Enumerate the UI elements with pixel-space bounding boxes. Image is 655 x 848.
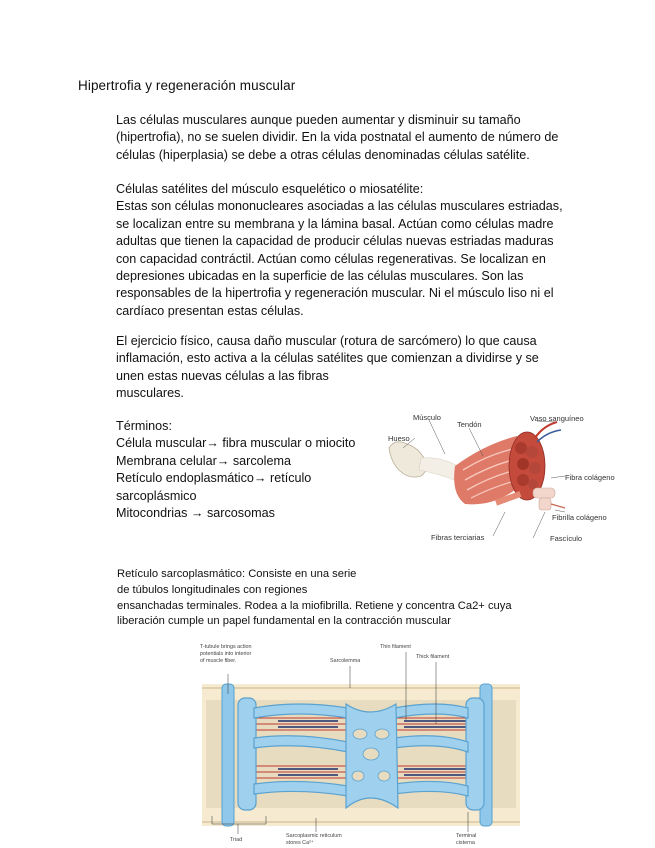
label-ttubule-3: of muscle fiber. [200,658,237,664]
label-fibras-terciarias: Fibras terciarias [431,533,485,542]
text-line: responsables de la hipertrofia y regeneración muscular. Ni el músculo liso ni el [116,286,554,301]
label-triad: Triad [230,837,243,843]
label-terminal-1: Terminal [456,833,477,839]
label-thin-filament: Thin filament [380,644,411,650]
text-line: liberación cumple un papel fundamental en la contracción muscular [117,615,451,628]
text-line: inflamación, esto activa a la células satélites que comienzan a dividirse y se [116,351,539,366]
label-thick-filament: Thick filament [416,654,450,660]
text-line: unen estas nuevas células a las fibras [116,368,329,383]
label-sarcolemma: Sarcolemma [330,658,361,664]
label-ttubule-2: potentials into interior [200,651,252,657]
term-item: Retículo endoplasmático→ retículo [116,471,312,486]
term-item: Membrana celular→ sarcolema [116,453,291,468]
document-title: Hipertrofia y regeneración muscular [78,78,296,93]
label-tendon: Tendón [457,420,482,429]
text-line: Las células musculares aunque pueden aumentar y disminuir su tamaño [116,113,521,127]
label-sr-1: Sarcoplasmic reticulum [286,833,342,839]
label-fibrilla-colageno: Fibrilla colágeno [552,513,607,522]
text-line: cardíaco presentan estas células. [116,303,304,318]
label-musculo: Músculo [413,413,441,422]
text-line: adultas que tienen la capacidad de producir células nuevas estriadas maduras [116,234,554,249]
text-line: con capacidad contráctil. Actúan como células regenerativas. Se localizan en [116,251,546,266]
text-line: depresiones ubicadas en la superficie de las células musculares. Son las [116,269,524,284]
text-line: de túbulos longitudinales con regiones [117,583,308,596]
terms-heading: Términos: [116,419,172,433]
term-item: sarcoplásmico [116,488,197,503]
text-line: (hipertrofia), no se suelen dividir. En la vida postnatal el aumento de número de [116,130,559,145]
label-fibra-colageno: Fibra colágeno [565,473,615,482]
paragraph-exercise [116,333,586,403]
label-ttubule-1: T-tubule brings action [200,644,252,650]
paragraph-sarcoplasmic-reticulum [117,567,617,630]
label-fasciculo: Fascículo [550,534,583,543]
label-hueso: Hueso [388,434,410,443]
sarcoplasmic-reticulum-figure [198,638,523,848]
text-line: ensanchadas terminales. Rodea a la miofibrilla. Retiene y concentra Ca2+ cuya [117,599,512,612]
term-item: Célula muscular→ fibra muscular o miocito [116,436,356,451]
muscle-structure-figure [385,408,620,546]
terms-list [116,418,376,522]
paragraph-satellite-cells [116,181,586,320]
term-item: Mitocondrias → sarcosomas [116,506,275,521]
label-sr-2: stores Ca²⁺ [286,840,314,846]
text-line: musculares. [116,386,184,401]
label-terminal-2: cisterna [456,840,475,846]
text-line: células (hiperplasia) se debe a otras células denominadas células satélite. [116,147,530,162]
paragraph-hypertrophy [116,112,586,164]
label-vaso: Vaso sanguíneo [530,414,584,423]
text-line: El ejercicio físico, causa daño muscular (rotura de sarcómero) lo que causa [116,334,537,348]
text-line: Retículo sarcoplasmático: Consiste en una serie [117,568,357,580]
text-line: Células satélites del músculo esquelético o miosatélite: [116,182,424,196]
text-line: se localizan entre su membrana y la lámina basal. Actúan como células madre [116,216,554,231]
text-line: Estas son células mononucleares asociadas a las células musculares estriadas, [116,199,563,214]
